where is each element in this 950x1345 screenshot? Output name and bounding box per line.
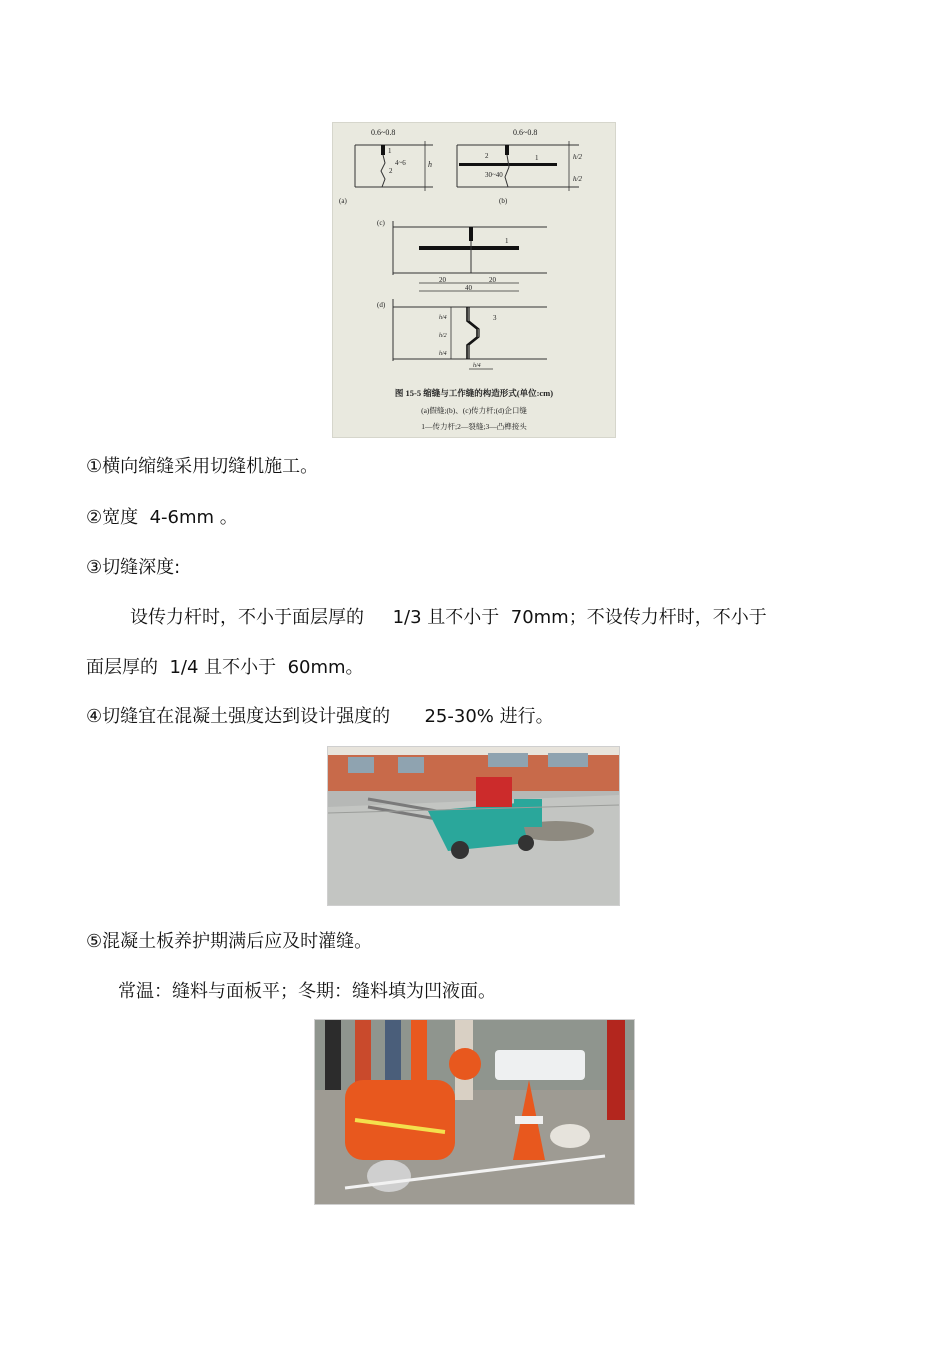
dim-h2-b-top: h/2	[573, 153, 582, 161]
dim-4-6: 4~6	[395, 159, 406, 167]
dim-20-left: 20	[439, 276, 446, 284]
label-a: (a)	[339, 197, 347, 205]
item-2: ②宽度 4-6mm 。	[86, 507, 238, 528]
paragraph-1-line-1: 设传力杆时，不小于面层厚的 1/3 且不小于 70mm；不设传力杆时，不小于	[130, 607, 767, 628]
num-1-a: 1	[388, 147, 392, 155]
figure-caption-line2: (a)假缝;(b)、(c)传力杆;(d)企口缝	[421, 406, 527, 415]
label-d: (d)	[377, 301, 386, 309]
item-1: ①横向缩缝采用切缝机施工。	[86, 456, 319, 477]
dim-h2-b-bottom: h/2	[573, 175, 582, 183]
joint-filling-photo	[314, 1019, 635, 1205]
joint-construction-figure	[332, 122, 616, 438]
num-2-b: 2	[485, 152, 489, 160]
figure-caption-line3: 1—传力杆;2—裂缝;3—凸榫接头	[421, 422, 527, 431]
dim-20-right: 20	[489, 276, 496, 284]
paragraph-1-line-2: 面层厚的 1/4 且不小于 60mm。	[86, 657, 364, 678]
dim-a-top: 0.6~0.8	[371, 128, 396, 137]
dim-h4-d-bottom: h/4	[439, 351, 447, 357]
dim-h2-d: h/2	[439, 333, 447, 339]
dim-h-a: h	[428, 160, 432, 169]
diagram-a	[339, 128, 433, 205]
label-c: (c)	[377, 219, 385, 227]
num-2-a: 2	[389, 167, 393, 175]
cutting-machine-photo	[327, 746, 620, 906]
dim-40: 40	[465, 284, 472, 292]
figure-caption-title: 图 15-5 缩缝与工作缝的构造形式(单位:cm)	[394, 388, 554, 398]
num-3-d: 3	[493, 314, 497, 322]
label-b: (b)	[499, 197, 508, 205]
dim-30-40: 30~40	[485, 171, 503, 179]
item-3: ③切缝深度:	[86, 557, 181, 578]
item-4: ④切缝宜在混凝土强度达到设计强度的 25-30% 进行。	[86, 706, 554, 727]
dim-b-top: 0.6~0.8	[513, 128, 538, 137]
num-1-c: 1	[505, 237, 509, 245]
dim-h4-d-top: h/4	[439, 315, 447, 321]
diagram-b	[457, 128, 582, 205]
diagram-c	[377, 219, 547, 292]
paragraph-2: 常温：缝料与面板平；冬期：缝料填为凹液面。	[118, 981, 496, 1002]
dim-h4-d-width: h/4	[473, 363, 481, 369]
diagram-d	[377, 299, 547, 369]
item-5: ⑤混凝土板养护期满后应及时灌缝。	[86, 931, 373, 952]
num-1-b: 1	[535, 154, 539, 162]
